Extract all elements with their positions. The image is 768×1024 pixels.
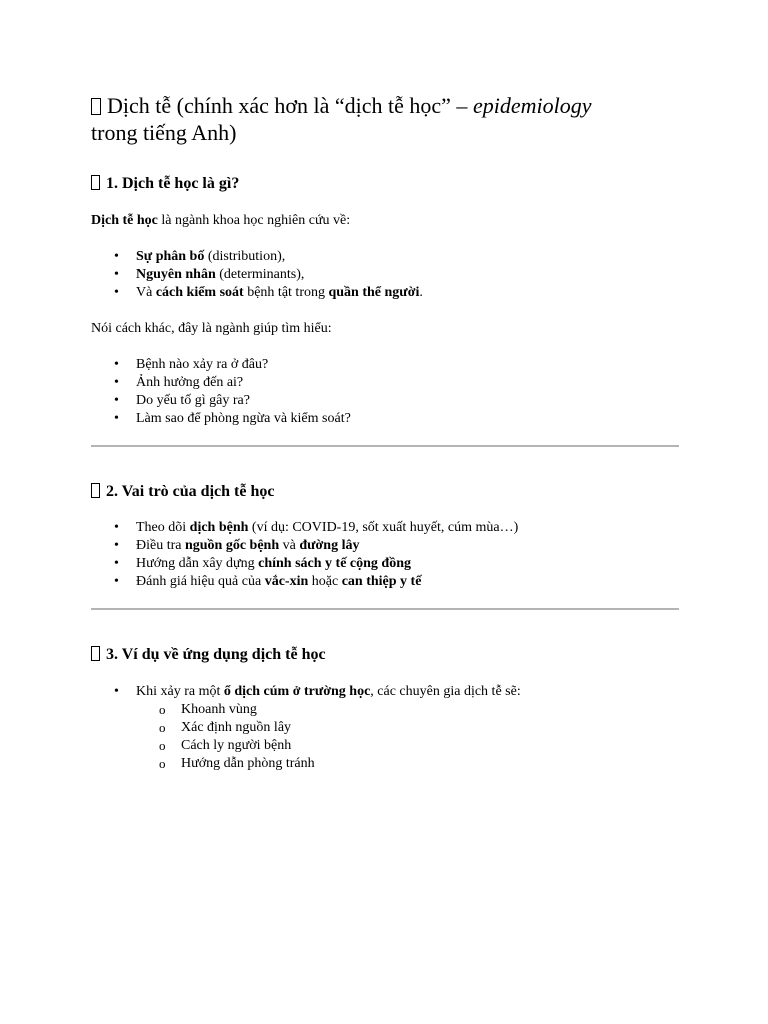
- list-item: • Khi xảy ra một ổ dịch cúm ở trường học, các chuyên gia dịch tễ sẽ:: [114, 684, 521, 699]
- missing-glyph-icon: [91, 483, 100, 498]
- actions-sublist: [91, 701, 679, 773]
- section-3-heading: 3. Ví dụ về ứng dụng dịch tễ học: [91, 645, 679, 665]
- list-item: • Do yếu tố gì gây ra?: [114, 393, 250, 408]
- questions-list: [91, 356, 679, 428]
- list-item: • Theo dõi dịch bệnh (ví dụ: COVID-19, sốt xuất huyết, cúm mùa…): [114, 520, 519, 535]
- list-item: • Điều tra nguồn gốc bệnh và đường lây: [114, 538, 360, 553]
- section-1-intro-2: Nói cách khác, đây là ngành giúp tìm hiểu:: [91, 321, 332, 336]
- section-1-heading: 1. Dịch tễ học là gì?: [91, 174, 679, 194]
- list-item: • Và cách kiểm soát bệnh tật trong quần thể người.: [114, 285, 423, 300]
- examples-list: [91, 683, 679, 701]
- document-title: Dịch tễ (chính xác hơn là “dịch tễ học” – epidemiology trong tiếng Anh): [91, 93, 592, 145]
- sublist-item: o Hướng dẫn phòng tránh: [159, 756, 315, 771]
- section-1-intro: Dịch tễ học là ngành khoa học nghiên cứu về:: [91, 213, 351, 228]
- sublist-item: o Cách ly người bệnh: [159, 738, 292, 753]
- title-line-2: trong tiếng Anh): [91, 120, 237, 145]
- sublist-item: o Khoanh vùng: [159, 702, 257, 717]
- divider: [91, 608, 679, 610]
- list-item: • Đánh giá hiệu quả của vắc-xin hoặc can thiệp y tế: [114, 574, 422, 589]
- list-item: • Ảnh hưởng đến ai?: [114, 375, 244, 390]
- list-item: • Hướng dẫn xây dựng chính sách y tế cộng đồng: [114, 556, 411, 571]
- missing-glyph-icon: [91, 175, 100, 190]
- roles-list: [91, 519, 679, 591]
- sublist-item: o Xác định nguồn lây: [159, 720, 292, 735]
- list-item: • Làm sao để phòng ngừa và kiểm soát?: [114, 411, 351, 426]
- list-item: • Nguyên nhân (determinants),: [114, 267, 305, 282]
- determinants-list: [91, 248, 679, 302]
- missing-glyph-icon: [91, 98, 101, 115]
- divider: [91, 445, 679, 447]
- missing-glyph-icon: [91, 646, 100, 661]
- list-item: • Bệnh nào xảy ra ở đâu?: [114, 357, 269, 372]
- list-item: • Sự phân bố (distribution),: [114, 249, 286, 264]
- section-2-heading: 2. Vai trò của dịch tễ học: [91, 482, 679, 502]
- document-page: [91, 92, 679, 773]
